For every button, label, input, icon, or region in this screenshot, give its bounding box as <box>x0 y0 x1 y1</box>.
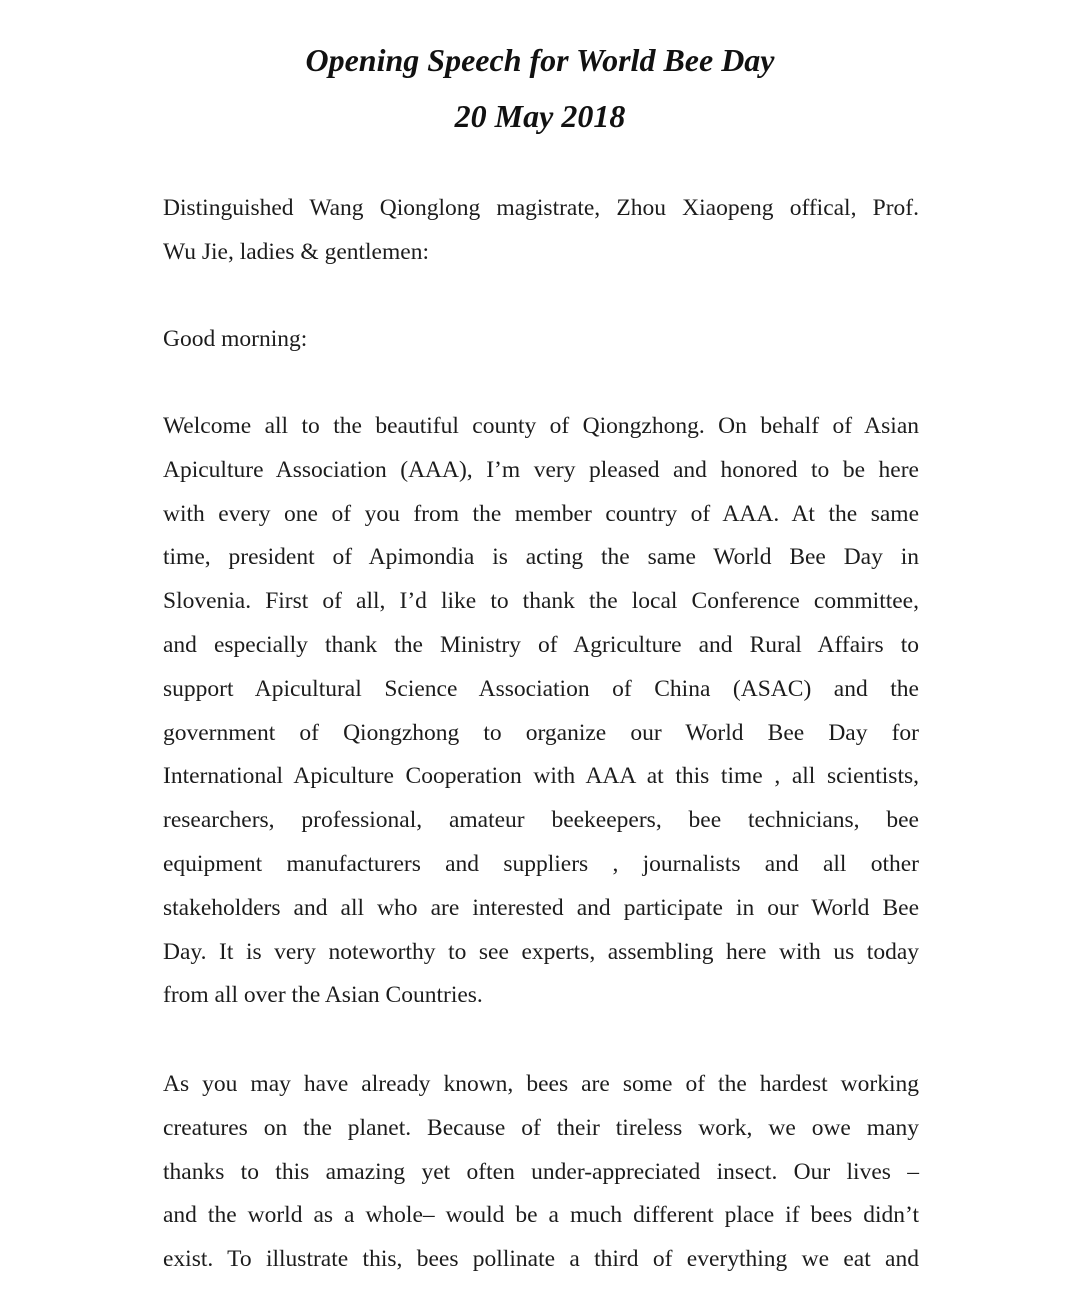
greeting <box>163 318 919 362</box>
paragraph-line: researchers, professional, amateur beekeepers, bee technicians, bee <box>163 807 919 834</box>
salutation-line: Wu Jie, ladies & gentlemen: <box>163 238 429 265</box>
title-block <box>0 32 1080 144</box>
salutation <box>163 187 919 275</box>
paragraph-line: Slovenia. First of all, I’d like to thank the local Conference committee, <box>163 588 919 615</box>
paragraph-line: stakeholders and all who are interested and participate in our World Bee <box>163 894 919 921</box>
paragraph-line: time, president of Apimondia is acting the same World Bee Day in <box>163 544 919 571</box>
paragraph-line: and especially thank the Ministry of Agriculture and Rural Affairs to <box>163 631 919 658</box>
paragraph-line: Apiculture Association (AAA), I’m very pleased and honored to be here <box>163 456 919 483</box>
paragraph-line: thanks to this amazing yet often under-appreciated insect. Our lives – <box>163 1158 919 1185</box>
document-date: 20 May 2018 <box>454 98 626 134</box>
paragraph-line: with every one of you from the member country of AAA. At the same <box>163 500 919 527</box>
paragraph-line: support Apicultural Science Association of China (ASAC) and the <box>163 675 919 702</box>
document-title: Opening Speech for World Bee Day <box>305 42 775 78</box>
paragraph-line: Day. It is very noteworthy to see experts, assembling here with us today <box>163 938 919 965</box>
paragraph-line: International Apiculture Cooperation with AAA at this time , all scientists, <box>163 763 919 790</box>
paragraph-line: creatures on the planet. Because of their tireless work, we owe many <box>163 1114 919 1141</box>
paragraph-line: As you may have already known, bees are some of the hardest working <box>163 1071 919 1097</box>
paragraph-line: from all over the Asian Countries. <box>163 982 483 1009</box>
paragraph-1 <box>163 405 919 1018</box>
paragraph-line: government of Qiongzhong to organize our World Bee Day for <box>163 719 919 746</box>
paragraph-2 <box>163 1063 919 1282</box>
paragraph-line: Welcome all to the beautiful county of Qiongzhong. On behalf of Asian <box>163 413 919 439</box>
paragraph-line: equipment manufacturers and suppliers , journalists and all other <box>163 850 919 877</box>
paragraph-line: and the world as a whole– would be a much different place if bees didn’t <box>163 1202 919 1229</box>
salutation-line: Distinguished Wang Qionglong magistrate, Zhou Xiaopeng offical, Prof. <box>163 195 919 221</box>
paragraph-line: exist. To illustrate this, bees pollinate a third of everything we eat and <box>163 1246 919 1273</box>
greeting-line: Good morning: <box>163 326 308 352</box>
